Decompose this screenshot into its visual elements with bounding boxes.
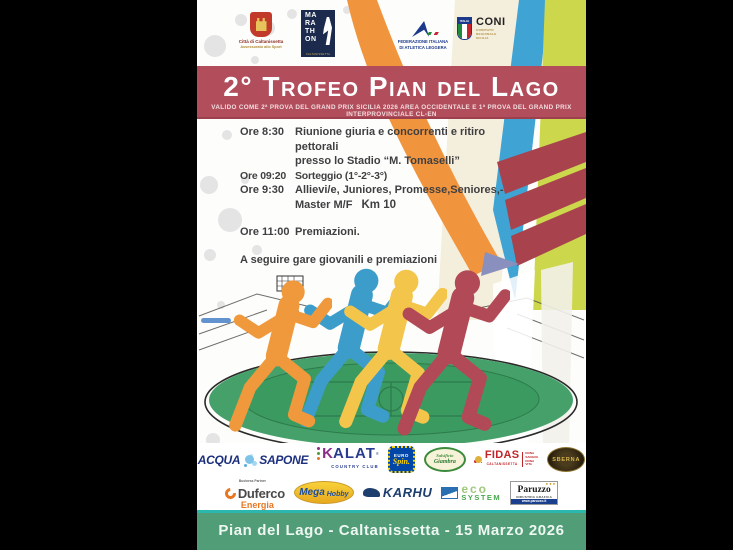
event-poster — [197, 0, 586, 550]
race-distance: Km 10 — [361, 198, 396, 211]
karhu-logo: KARHU — [363, 485, 432, 500]
fidas-slogan: DONA SANGUE DONA VITA — [522, 452, 538, 466]
fidal-name-line2: DI ATLETICA LEGGERA — [399, 44, 447, 50]
coni-sub: COMITATO — [476, 28, 494, 32]
event-schedule — [240, 125, 545, 267]
coni-sub: SICILIA — [476, 36, 489, 40]
coni-sub: REGIONALE — [476, 32, 497, 36]
small-blue-wordmark — [201, 318, 231, 323]
sponsors-row-1 — [197, 443, 586, 476]
schedule-row — [240, 125, 545, 169]
schedule-row — [240, 183, 545, 212]
schedule-time: Ore 8:30 — [240, 126, 285, 138]
marathon-letters: RA — [305, 20, 317, 27]
sponsors-strip — [197, 443, 586, 510]
event-title: 2° Trofeo Pian del Lago — [223, 71, 560, 102]
coni-name: CONI — [476, 16, 506, 28]
fidas-emblem-icon — [475, 456, 482, 463]
fidal-name-line1: FEDERAZIONE ITALIANA — [397, 39, 449, 44]
paruzzo-logo: ● ● ● Paruzzo INDUSTRIA GRAFICA www.paruzzo.it — [510, 481, 558, 505]
schedule-text: Allievi/e, Juniores, Promesse,Seniores,- Master M/F Km 10 — [295, 184, 504, 211]
schedule-time: Ore 09:20 — [240, 169, 287, 182]
schedule-row — [240, 169, 545, 184]
comune-name: Città di Caltanissetta — [238, 39, 284, 44]
marathon-letters: MA — [305, 12, 317, 19]
schedule-closing-note: A seguire gare giovanili e premiazioni — [240, 253, 438, 266]
sponsors-row-2 — [197, 476, 586, 509]
schedule-row — [240, 225, 545, 240]
schedule-time: Ore 9:30 — [240, 184, 285, 196]
sberna-logo: SBERNA — [547, 447, 585, 472]
giambra-logo: Salsificio Giambra — [424, 447, 466, 472]
duferco-swirl-icon — [223, 486, 238, 501]
bear-icon — [363, 488, 380, 497]
mega-hobby-logo: Mega Hobby — [294, 481, 354, 504]
stadium-runners-illustration — [197, 250, 586, 450]
comune-sub: Assessorato allo Sport — [240, 45, 282, 49]
eurospin-logo: EURO Spin. — [388, 446, 415, 473]
coni-logo — [457, 17, 506, 40]
duferco-energia-logo: Business Partner Duferco Energia — [225, 476, 285, 509]
event-subtitle: VALIDO COME 2ª PROVA DEL GRAND PRIX SICILIA 2026 AREA OCCIDENTALE E 1ª PROVA DEL GRAND PRIX INTERPROVINCIALE CL-EN — [211, 104, 572, 118]
marathon-sub: CALTANISSETTA — [305, 53, 331, 56]
comune-caltanissetta-logo — [231, 12, 291, 50]
schedule-text: Sorteggio (1°-2°-3°) — [295, 169, 388, 182]
marathon-caltanissetta-logo — [301, 10, 335, 57]
comune-coat-of-arms-icon — [250, 12, 272, 37]
fidal-logo — [391, 21, 455, 50]
eco-system-logo: eco SYSTEM — [441, 484, 501, 502]
fidas-logo: FIDAS CALTANISSETTA DONA SANGUE DONA VITA — [475, 451, 538, 469]
kalat-country-club-logo: K ALAT ® COUNTRY CLUB — [317, 447, 379, 472]
acqua-e-sapone-logo: ACQUA SAPONE — [197, 452, 309, 467]
paruzzo-dots-icon: ● ● ● — [545, 480, 556, 486]
title-banner — [197, 66, 586, 119]
schedule-text: Premiazioni. — [295, 226, 360, 238]
bubbles-icon — [245, 455, 254, 464]
marathon-letters: ON — [305, 36, 317, 43]
schedule-text: Riunione giuria e concorrenti e ritiro pettorali presso lo Stadio “M. Tomaselli” — [295, 126, 486, 167]
fidal-arrow-icon — [408, 21, 438, 37]
event-location-date: Pian del Lago - Caltanissetta - 15 Marzo 2026 — [197, 513, 586, 550]
schedule-time: Ore 11:00 — [240, 226, 290, 238]
marathon-letters: TH — [305, 28, 316, 35]
kalat-dots-icon — [317, 447, 320, 460]
coni-shield-icon: ITALIA — [457, 17, 472, 40]
eco-flag-icon — [441, 487, 458, 499]
